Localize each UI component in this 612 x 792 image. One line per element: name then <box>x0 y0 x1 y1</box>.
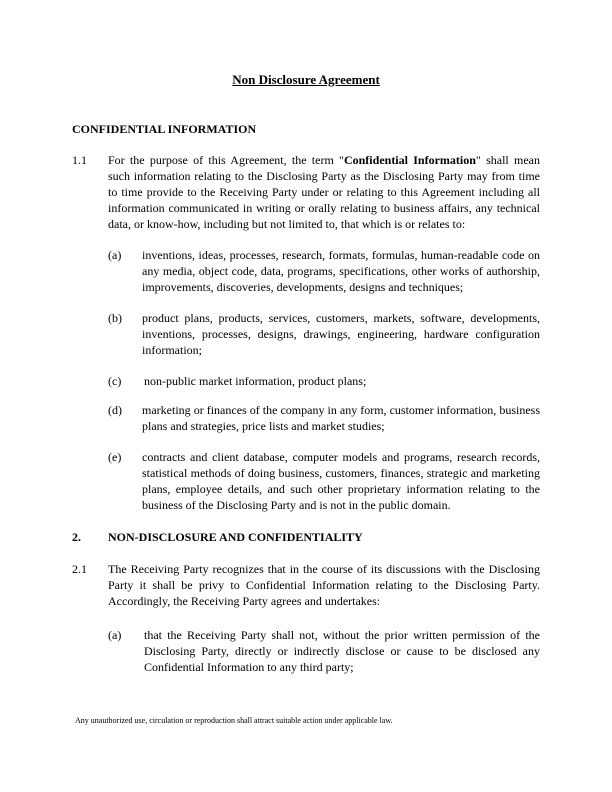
list-item-text: marketing or finances of the company in any form, customer information, business plans and strategies, price lists and market studies; <box>142 403 540 433</box>
item-label: (b) <box>108 311 122 325</box>
list-item-text: inventions, ideas, processes, research, formats, formulas, human-readable code on any media, object code, data, programs, specifications, other works of authorship, improvements, discoveries, developments, designs and techniques; <box>142 248 540 294</box>
clause-number-2-1: 2.1 <box>72 562 87 576</box>
item-label: (c) <box>108 374 122 388</box>
item-label: (e) <box>108 450 122 464</box>
section-2-heading-row <box>72 529 540 545</box>
item-label: (a) <box>108 248 122 262</box>
section-heading-non-disclosure: NON-DISCLOSURE AND CONFIDENTIALITY <box>108 530 363 544</box>
list-item-c <box>108 373 540 389</box>
clause-text: " shall mean such information relating to the Disclosing Party as the Disclosing Party may from time to time provide to the Receiving Party under or relating to this Agreement including all information communicated in writing or orally relating to business affairs, any technical data, or know-how, including but not limited to, that which is or relates to: <box>108 153 540 231</box>
list-item-text: non-public market information, product plans; <box>144 374 367 388</box>
clause-1-1-text <box>108 152 540 232</box>
list-item-text: that the Receiving Party shall not, without the prior written permission of the Disclosing Party, directly or indirectly disclose or cause to be disclosed any Confidential Information to any third party; <box>144 628 540 674</box>
list-item-e <box>108 449 540 513</box>
list-item-d <box>108 402 540 434</box>
footer-notice: Any unauthorized use, circulation or reproduction shall attract suitable action under applicable law. <box>75 716 393 725</box>
list-item-a <box>108 247 540 295</box>
defined-term: Confidential Information <box>343 153 476 167</box>
list-item-2a <box>108 627 540 675</box>
list-item-text: product plans, products, services, customers, markets, software, developments, inventions, processes, designs, drawings, engineering, hardware configuration information; <box>142 311 540 357</box>
section-heading-confidential-information: CONFIDENTIAL INFORMATION <box>72 122 257 136</box>
clause-text: For the purpose of this Agreement, the term " <box>108 153 344 167</box>
title-text: Non Disclosure Agreement <box>232 72 380 87</box>
list-item-b <box>108 310 540 358</box>
item-label: (a) <box>108 628 122 642</box>
item-label: (d) <box>108 403 122 417</box>
section-number-2: 2. <box>72 530 81 544</box>
list-item-text: contracts and client database, computer models and programs, research records, statistical methods of doing business, customers, finances, strategic and marketing plans, employee details, and such other proprietary information relating to the business of the Disclosing Party and is not in the public domain. <box>142 450 540 512</box>
clause-number-1-1: 1.1 <box>72 153 87 167</box>
clause-2-1-text: The Receiving Party recognizes that in the course of its discussions with the Disclosing Party it shall be privy to Confidential Information relating to the Disclosing Party. Accordingly, the Receiving Party agrees and undertakes: <box>108 562 540 608</box>
clause-1-1 <box>72 152 540 232</box>
document-title <box>72 72 540 88</box>
clause-2-1 <box>72 561 540 609</box>
